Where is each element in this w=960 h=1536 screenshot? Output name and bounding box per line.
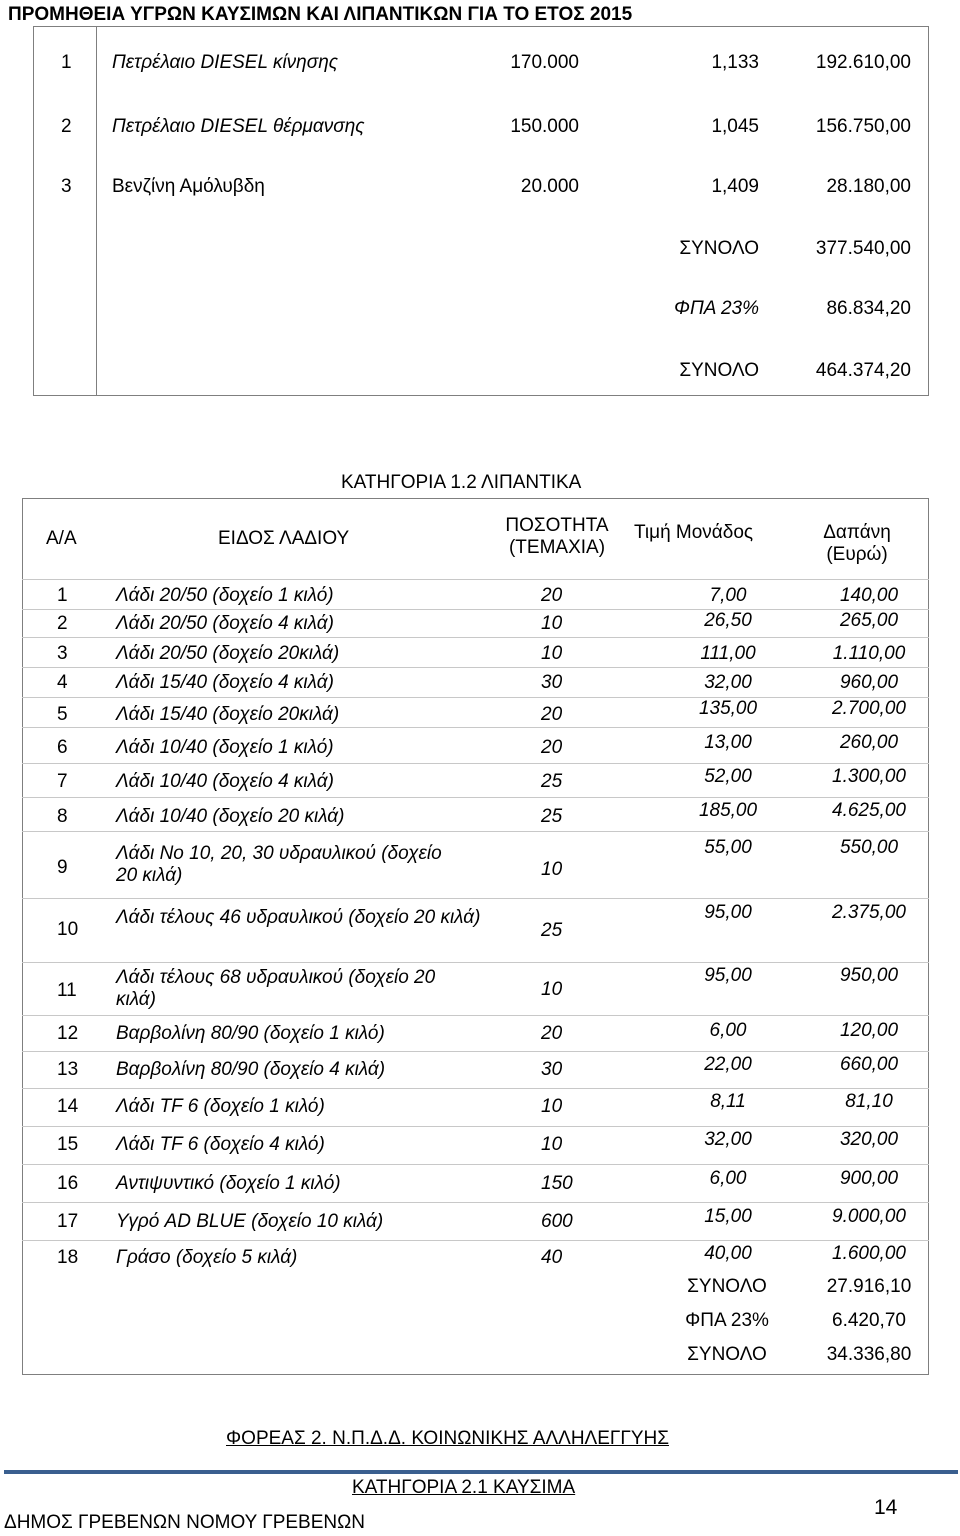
lubricants-vat-value: 6.420,70 — [832, 1310, 906, 1331]
row-cost: 1.600,00 — [832, 1243, 906, 1264]
row-quantity: 20 — [541, 585, 563, 606]
fuel-vat-value: 86.834,20 — [826, 298, 911, 319]
row-separator — [22, 763, 929, 764]
lubricant-row — [22, 610, 929, 635]
lubricants-subtotal-value: 27.916,10 — [826, 1276, 912, 1297]
row-separator — [22, 637, 929, 638]
row-cost: 960,00 — [839, 672, 899, 693]
row-description: Λάδι τέλους 46 υδραυλικού (δοχείο 20 κιλά) — [116, 907, 481, 928]
row-number: 10 — [57, 919, 79, 940]
lubricant-row — [22, 643, 929, 665]
row-unit-price: 7,00 — [709, 585, 747, 606]
fuel-row — [33, 116, 929, 138]
row-quantity: 20 — [541, 737, 563, 758]
row-number: 2 — [57, 613, 68, 634]
row-quantity: 150 — [541, 1173, 573, 1194]
lubricant-row — [22, 1020, 929, 1045]
row-quantity: 600 — [541, 1211, 573, 1232]
fuel-row-total: 28.180,00 — [826, 176, 911, 197]
row-number: 6 — [57, 737, 68, 758]
row-quantity: 10 — [541, 613, 563, 634]
row-description: Βαρβολίνη 80/90 (δοχείο 1 κιλό) — [116, 1023, 385, 1044]
row-unit-price: 52,00 — [704, 766, 752, 787]
footer-divider — [4, 1470, 958, 1474]
row-cost: 2.700,00 — [832, 698, 906, 719]
row-separator — [22, 1088, 929, 1089]
header-number: Α/Α — [46, 528, 77, 549]
fuel-row-description: Πετρέλαιο DIESEL θέρμανσης — [112, 116, 365, 137]
lubricant-row — [22, 672, 929, 694]
row-number: 12 — [57, 1023, 79, 1044]
fuel-grand-total-row — [33, 360, 929, 382]
agency-heading: ΦΟΡΕΑΣ 2. Ν.Π.Δ.Δ. ΚΟΙΝΩΝΙΚΗΣ ΑΛΛΗΛΕΓΓΥΗΣ — [226, 1428, 669, 1449]
row-quantity: 30 — [541, 672, 563, 693]
header-unit-price: Τιμή Μονάδος — [634, 522, 754, 543]
lubricant-row — [22, 766, 929, 793]
fuel-category-heading: ΚΑΤΗΓΟΡΙΑ 2.1 ΚΑΥΣΙΜΑ — [352, 1477, 576, 1498]
lubricant-row — [22, 1243, 929, 1269]
row-cost: 1.300,00 — [832, 766, 906, 787]
lubricant-row — [22, 1168, 929, 1195]
row-cost: 2.375,00 — [832, 902, 906, 923]
row-unit-price: 6,00 — [709, 1168, 747, 1189]
row-cost: 140,00 — [839, 585, 899, 606]
row-unit-price: 185,00 — [698, 800, 758, 821]
header-quantity: ΠΟΣΟΤΗΤΑ (ΤΕΜΑΧΙΑ) — [505, 515, 609, 558]
row-quantity: 10 — [541, 859, 563, 880]
row-description: Λάδι 15/40 (δοχείο 20κιλά) — [116, 704, 340, 725]
row-description: Λάδι TF 6 (δοχείο 4 κιλό) — [116, 1134, 325, 1155]
row-cost: 4.625,00 — [832, 800, 906, 821]
fuel-grand-total-value: 464.374,20 — [815, 360, 911, 381]
row-cost: 81,10 — [845, 1091, 893, 1112]
fuel-row — [33, 52, 929, 74]
fuel-row-number: 2 — [61, 116, 72, 137]
row-quantity: 40 — [541, 1247, 563, 1268]
fuel-row-description: Βενζίνη Αμόλυβδη — [112, 176, 265, 197]
row-cost: 1.110,00 — [832, 643, 906, 664]
row-separator — [22, 667, 929, 668]
row-description: Λάδι 10/40 (δοχείο 1 κιλό) — [116, 737, 334, 758]
row-cost: 320,00 — [839, 1129, 899, 1150]
fuel-row-quantity: 20.000 — [520, 176, 579, 197]
row-separator — [22, 1126, 929, 1127]
row-quantity: 10 — [541, 1134, 563, 1155]
fuel-subtotal-label: ΣΥΝΟΛΟ — [679, 238, 759, 259]
lubricant-row — [22, 1054, 929, 1081]
row-quantity: 10 — [541, 643, 563, 664]
row-cost: 265,00 — [839, 610, 899, 631]
lubricant-row — [22, 1129, 929, 1156]
lubricant-row — [22, 800, 929, 828]
row-quantity: 25 — [541, 806, 563, 827]
document-title: ΠΡΟΜΗΘΕΙΑ ΥΓΡΩΝ ΚΑΥΣΙΜΩΝ ΚΑΙ ΛΙΠΑΝΤΙΚΩΝ ΓΙΑ ΤΟ ΕΤΟΣ 2015 — [8, 4, 633, 25]
row-separator — [22, 831, 929, 832]
fuel-table — [33, 26, 929, 396]
row-number: 16 — [57, 1173, 79, 1194]
row-separator — [22, 609, 929, 610]
lubricants-grand-total-row — [22, 1344, 929, 1366]
row-number: 9 — [57, 857, 68, 878]
row-unit-price: 22,00 — [704, 1054, 752, 1075]
row-unit-price: 55,00 — [704, 837, 752, 858]
row-separator — [22, 898, 929, 899]
fuel-row-total: 156.750,00 — [815, 116, 911, 137]
row-cost: 900,00 — [839, 1168, 899, 1189]
row-cost: 550,00 — [839, 837, 899, 858]
lubricant-row — [22, 732, 929, 759]
row-quantity: 25 — [541, 771, 563, 792]
fuel-vat-row — [33, 298, 929, 320]
row-number: 3 — [57, 643, 68, 664]
lubricants-subtotal-label: ΣΥΝΟΛΟ — [687, 1276, 767, 1297]
lubricant-row — [22, 585, 929, 607]
lubricants-category-title: ΚΑΤΗΓΟΡΙΑ 1.2 ΛΙΠΑΝΤΙΚΑ — [341, 472, 582, 493]
row-unit-price: 95,00 — [704, 902, 752, 923]
row-separator — [22, 727, 929, 728]
fuel-row-description: Πετρέλαιο DIESEL κίνησης — [112, 52, 338, 73]
row-separator — [22, 1051, 929, 1052]
row-number: 4 — [57, 672, 68, 693]
row-separator — [22, 962, 929, 963]
row-separator — [22, 1164, 929, 1165]
row-cost: 9.000,00 — [832, 1206, 906, 1227]
fuel-subtotal-row — [33, 238, 929, 260]
row-quantity: 10 — [541, 979, 563, 1000]
fuel-row — [33, 176, 929, 198]
row-unit-price: 8,11 — [710, 1091, 746, 1112]
row-unit-price: 111,00 — [700, 643, 756, 664]
row-cost: 660,00 — [839, 1054, 899, 1075]
row-quantity: 20 — [541, 1023, 563, 1044]
row-description: Λάδι 20/50 (δοχείο 1 κιλό) — [116, 585, 334, 606]
row-quantity: 10 — [541, 1096, 563, 1117]
fuel-subtotal-value: 377.540,00 — [815, 238, 911, 259]
fuel-row-quantity: 170.000 — [510, 52, 579, 73]
row-separator — [22, 1240, 929, 1241]
row-number: 15 — [57, 1134, 79, 1155]
row-unit-price: 6,00 — [709, 1020, 747, 1041]
fuel-row-quantity: 150.000 — [510, 116, 579, 137]
header-cost: Δαπάνη (Ευρώ) — [823, 522, 891, 565]
lubricant-row — [22, 967, 929, 1013]
fuel-row-price: 1,045 — [711, 116, 759, 137]
lubricant-row — [22, 1091, 929, 1118]
row-description: Λάδι 15/40 (δοχείο 4 κιλά) — [116, 672, 334, 693]
row-description: Λάδι 20/50 (δοχείο 4 κιλά) — [116, 613, 334, 634]
row-description: Λάδι τέλους 68 υδραυλικού (δοχείο 20 κιλά) — [116, 967, 436, 1010]
fuel-table-divider — [96, 26, 97, 396]
row-separator — [22, 579, 929, 580]
row-unit-price: 32,00 — [704, 672, 752, 693]
row-unit-price: 32,00 — [704, 1129, 752, 1150]
row-number: 17 — [57, 1211, 79, 1232]
row-separator — [22, 1015, 929, 1016]
page-number: 14 — [874, 1496, 898, 1519]
lubricants-vat-row — [22, 1310, 929, 1332]
row-number: 8 — [57, 806, 68, 827]
row-description: Λάδι 10/40 (δοχείο 4 κιλά) — [116, 771, 334, 792]
municipality-name: ΔΗΜΟΣ ΓΡΕΒΕΝΩΝ ΝΟΜΟΥ ΓΡΕΒΕΝΩΝ — [4, 1512, 366, 1533]
row-number: 7 — [57, 771, 68, 792]
fuel-row-price: 1,409 — [711, 176, 759, 197]
row-separator — [22, 1202, 929, 1203]
row-quantity: 30 — [541, 1059, 563, 1080]
row-number: 11 — [57, 980, 77, 1001]
row-number: 13 — [57, 1059, 79, 1080]
row-description: Βαρβολίνη 80/90 (δοχείο 4 κιλά) — [116, 1059, 386, 1080]
row-description: Λάδι 10/40 (δοχείο 20 κιλά) — [116, 806, 345, 827]
row-description: Αντιψυντικό (δοχείο 1 κιλό) — [116, 1173, 341, 1194]
row-quantity: 20 — [541, 704, 563, 725]
row-number: 14 — [57, 1096, 79, 1117]
row-unit-price: 13,00 — [704, 732, 752, 753]
lubricant-row — [22, 698, 929, 726]
fuel-row-number: 1 — [61, 52, 72, 73]
lubricant-row — [22, 902, 929, 957]
row-unit-price: 15,00 — [704, 1206, 752, 1227]
row-description: Γράσο (δοχείο 5 κιλά) — [116, 1247, 298, 1268]
row-description: Υγρό AD BLUE (δοχείο 10 κιλά) — [116, 1211, 384, 1232]
fuel-row-price: 1,133 — [711, 52, 759, 73]
row-separator — [22, 797, 929, 798]
row-number: 1 — [57, 585, 68, 606]
row-number: 18 — [57, 1247, 79, 1268]
row-separator — [22, 697, 929, 698]
row-description: Λάδι Νο 10, 20, 30 υδραυλικού (δοχείο 20 κιλά) — [116, 843, 442, 886]
fuel-row-number: 3 — [61, 176, 72, 197]
lubricant-row — [22, 837, 929, 893]
row-cost: 260,00 — [839, 732, 899, 753]
lubricants-vat-label: ΦΠΑ 23% — [685, 1310, 769, 1331]
row-unit-price: 95,00 — [704, 965, 752, 986]
fuel-row-total: 192.610,00 — [815, 52, 911, 73]
row-description: Λάδι 20/50 (δοχείο 20κιλά) — [116, 643, 340, 664]
row-cost: 950,00 — [839, 965, 899, 986]
row-unit-price: 40,00 — [704, 1243, 752, 1264]
row-number: 5 — [57, 704, 68, 725]
fuel-grand-total-label: ΣΥΝΟΛΟ — [679, 360, 759, 381]
lubricant-row — [22, 1206, 929, 1233]
fuel-vat-label: ΦΠΑ 23% — [674, 298, 759, 319]
row-quantity: 25 — [541, 920, 563, 941]
header-oil-type: ΕΙΔΟΣ ΛΑΔΙΟΥ — [218, 528, 350, 549]
row-description: Λάδι TF 6 (δοχείο 1 κιλό) — [116, 1096, 325, 1117]
lubricants-subtotal-row — [22, 1276, 929, 1298]
row-unit-price: 135,00 — [698, 698, 758, 719]
row-cost: 120,00 — [839, 1020, 899, 1041]
row-unit-price: 26,50 — [704, 610, 752, 631]
lubricants-grand-total-label: ΣΥΝΟΛΟ — [687, 1344, 767, 1365]
lubricants-grand-total-value: 34.336,80 — [826, 1344, 912, 1365]
